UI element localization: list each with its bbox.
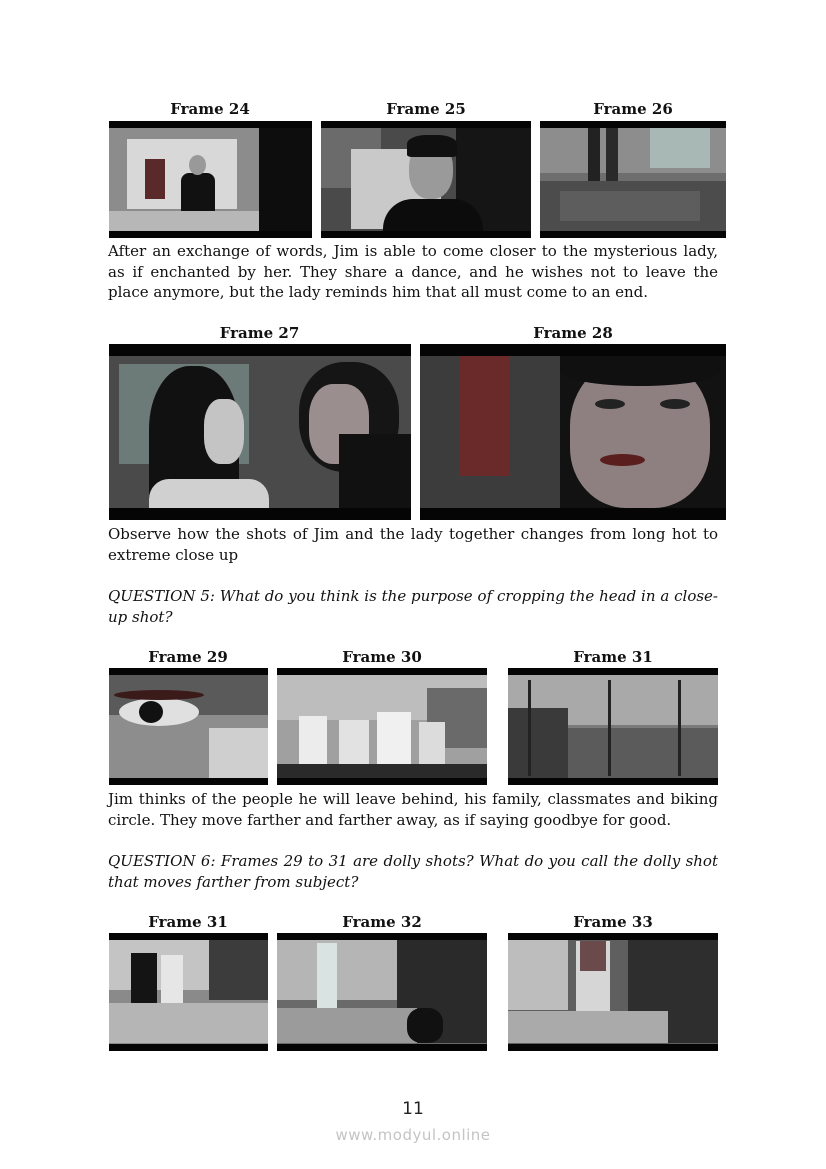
frame-24-title: Frame 24: [170, 100, 250, 118]
frame-32-title: Frame 32: [342, 913, 422, 931]
page-number: 11: [402, 1099, 424, 1119]
frame-31-image: [508, 668, 718, 785]
frame-28-image: [420, 344, 726, 520]
frame-24-image: [109, 121, 312, 238]
frame-29-title: Frame 29: [148, 648, 228, 666]
frame-26-image: [540, 121, 726, 238]
question-5: QUESTION 5: What do you think is the purpose of cropping the head in a close-up shot?: [108, 587, 718, 626]
frame-27-image: [109, 344, 411, 520]
frame-31b-image: [109, 933, 268, 1051]
frame-25-image: [321, 121, 531, 238]
frame-30-image: [277, 668, 487, 785]
frame-33-image: [508, 933, 718, 1051]
frame-28-title: Frame 28: [533, 324, 613, 342]
frame-29-image: [109, 668, 268, 785]
frame-30-title: Frame 30: [342, 648, 422, 666]
frame-26-title: Frame 26: [593, 100, 673, 118]
frame-31-title: Frame 31: [573, 648, 653, 666]
question-6: QUESTION 6: Frames 29 to 31 are dolly shots? What do you call the dolly shot that moves farther from subject?: [108, 852, 718, 891]
paragraph-jim-enchanted: After an exchange of words, Jim is able to come closer to the mysterious lady, as if enchanted by her. They share a dance, and he wishes not to leave the place anymore, but the lady reminds him that all must come to an end.: [108, 242, 718, 301]
frame-33-title: Frame 33: [573, 913, 653, 931]
frame-25-title: Frame 25: [386, 100, 466, 118]
watermark: www.modyul.online: [335, 1126, 491, 1144]
paragraph-jim-thinks: Jim thinks of the people he will leave behind, his family, classmates and biking circle. They move farther and farther away, as if saying goodbye for good.: [108, 790, 718, 829]
frame-27-title: Frame 27: [219, 324, 300, 342]
frame-31b-title: Frame 31: [148, 913, 228, 931]
paragraph-observe-shots: Observe how the shots of Jim and the lady together changes from long hot to extreme close up: [108, 525, 718, 564]
frame-32-image: [277, 933, 487, 1051]
